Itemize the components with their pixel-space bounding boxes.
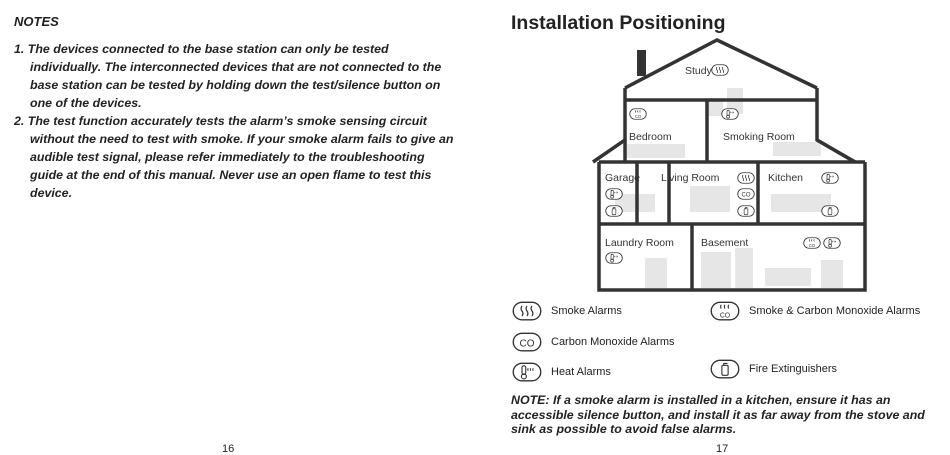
- smoke-co-alarm-icon: [709, 301, 741, 321]
- note-item-2: 2. The test function accurately tests the alarm’s smoke sensing circuit without the need to test with smoke. If your smoke alarm fails to give an audible test signal, please refer immediately to the troubleshooting guide at the end of this manual. Never use an open flame to test this device.: [14, 114, 454, 200]
- room-label-kitchen: Kitchen: [768, 172, 804, 184]
- living-room-co-alarm-icon: [738, 189, 755, 200]
- legend-co-alarms: Carbon Monoxide Alarms: [511, 332, 675, 352]
- room-label-smoking-room: Smoking Room: [723, 131, 795, 143]
- smoke-alarm-icon: [511, 301, 543, 321]
- legend-smoke-alarms: Smoke Alarms: [511, 301, 622, 321]
- notes-list: [14, 40, 454, 202]
- bedroom-smoke-co-alarm-icon: [630, 109, 647, 120]
- kitchen-note: NOTE: If a smoke alarm is installed in a kitchen, ensure it has an accessible silence button, and install it as far away from the stove and sink as possible to avoid false alarms.: [511, 393, 925, 436]
- note-item-1: 1. The devices connected to the base station can only be tested individually. The interconnected devices that are not connected to the base station can be tested by holding down the test/silence button on one of the devices.: [14, 42, 442, 110]
- house-diagram: [585, 36, 885, 298]
- study-smoke-alarm-icon: [712, 65, 729, 76]
- living-room-smoke-alarm-icon: [738, 173, 755, 184]
- room-label-living-room: Living Room: [661, 172, 720, 184]
- basement-smoke-co-alarm-icon: [804, 238, 821, 249]
- garage-fire-extinguisher-icon: [606, 206, 623, 217]
- right-page: [475, 0, 950, 455]
- page-number-right: 17: [716, 443, 729, 455]
- legend-heat-alarms: Heat Alarms: [511, 362, 611, 382]
- room-label-study: Study: [685, 65, 712, 77]
- fire-extinguisher-icon: [709, 359, 741, 379]
- basement-heat-alarm-icon: [824, 238, 841, 249]
- living-room-fire-extinguisher-icon: [738, 206, 755, 217]
- room-label-garage: Garage: [605, 172, 641, 184]
- legend-fire-extinguishers: Fire Extinguishers: [709, 359, 837, 379]
- kitchen-heat-alarm-icon: [822, 173, 839, 184]
- notes-heading: NOTES: [14, 14, 59, 29]
- legend-smoke-co-alarms: Smoke & Carbon Monoxide Alarms: [709, 301, 920, 321]
- smoking-room-heat-alarm-icon: [722, 109, 739, 120]
- kitchen-fire-extinguisher-icon: [822, 206, 839, 217]
- section-title: Installation Positioning: [511, 12, 726, 34]
- room-label-bedroom: Bedroom: [629, 131, 672, 143]
- room-label-basement: Basement: [701, 237, 749, 249]
- heat-alarm-icon: [511, 362, 543, 382]
- garage-heat-alarm-icon: [606, 189, 623, 200]
- page-number-left: 16: [222, 443, 235, 455]
- laundry-heat-alarm-icon: [606, 253, 623, 264]
- room-label-laundry-room: Laundry Room: [605, 237, 674, 249]
- co-alarm-icon: [511, 332, 543, 352]
